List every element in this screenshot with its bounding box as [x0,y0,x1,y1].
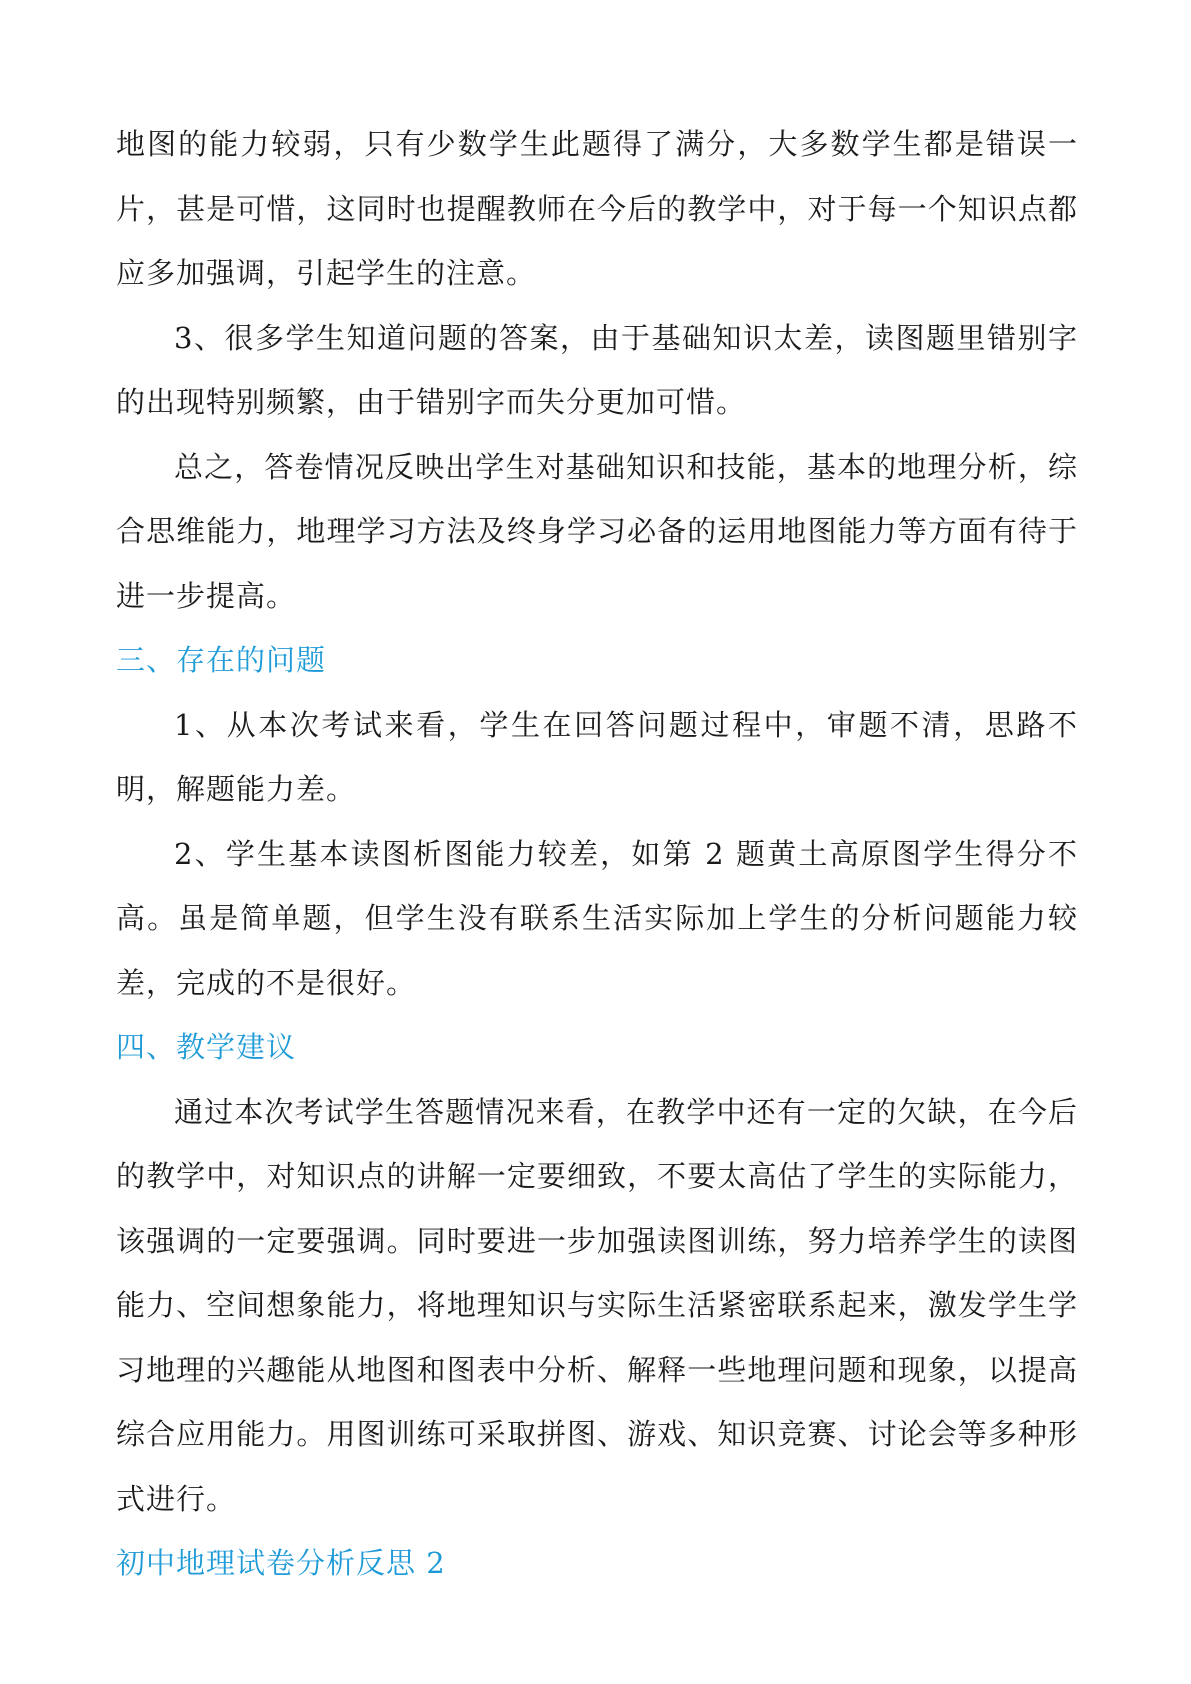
paragraph-problem-1: 1、从本次考试来看，学生在回答问题过程中，审题不清，思路不明，解题能力差。 [116,707,1078,806]
paragraph-suggestions: 通过本次考试学生答题情况来看，在教学中还有一定的欠缺，在今后的教学中，对知识点的讲解一定要细致，不要太高估了学生的实际能力，该强调的一定要强调。同时要进一步加强读图训练，努力培养学生的读图能力、空间想象能力，将地理知识与实际生活紧密联系起来，激发学生学习地理的兴趣能从地图和图表中分析、解释一些地理问题和现象，以提高综合应用能力。用图训练可采取拼图、游戏、知识竞赛、讨论会等多种形式进行。 [116,1094,1078,1516]
paragraph-point-3: 3、很多学生知道问题的答案，由于基础知识太差，读图题里错别字的出现特别频繁，由于错别字而失分更加可惜。 [116,320,1078,419]
section-heading-problems: 三、存在的问题 [116,643,327,677]
document-title-2: 初中地理试卷分析反思 2 [116,1546,446,1580]
section-heading-suggestions: 四、教学建议 [116,1030,297,1064]
paragraph-summary: 总之，答卷情况反映出学生对基础知识和技能，基本的地理分析，综合思维能力，地理学习方法及终身学习必备的运用地图能力等方面有待于进一步提高。 [116,449,1078,613]
paragraph-continued: 地图的能力较弱，只有少数学生此题得了满分，大多数学生都是错误一片，甚是可惜，这同时也提醒教师在今后的教学中，对于每一个知识点都应多加强调，引起学生的注意。 [116,127,1078,290]
paragraph-problem-2: 2、学生基本读图析图能力较差，如第 2 题黄土高原图学生得分不高。虽是简单题，但学生没有联系生活实际加上学生的分析问题能力较差，完成的不是很好。 [116,836,1078,1000]
document-body [116,112,1078,1596]
